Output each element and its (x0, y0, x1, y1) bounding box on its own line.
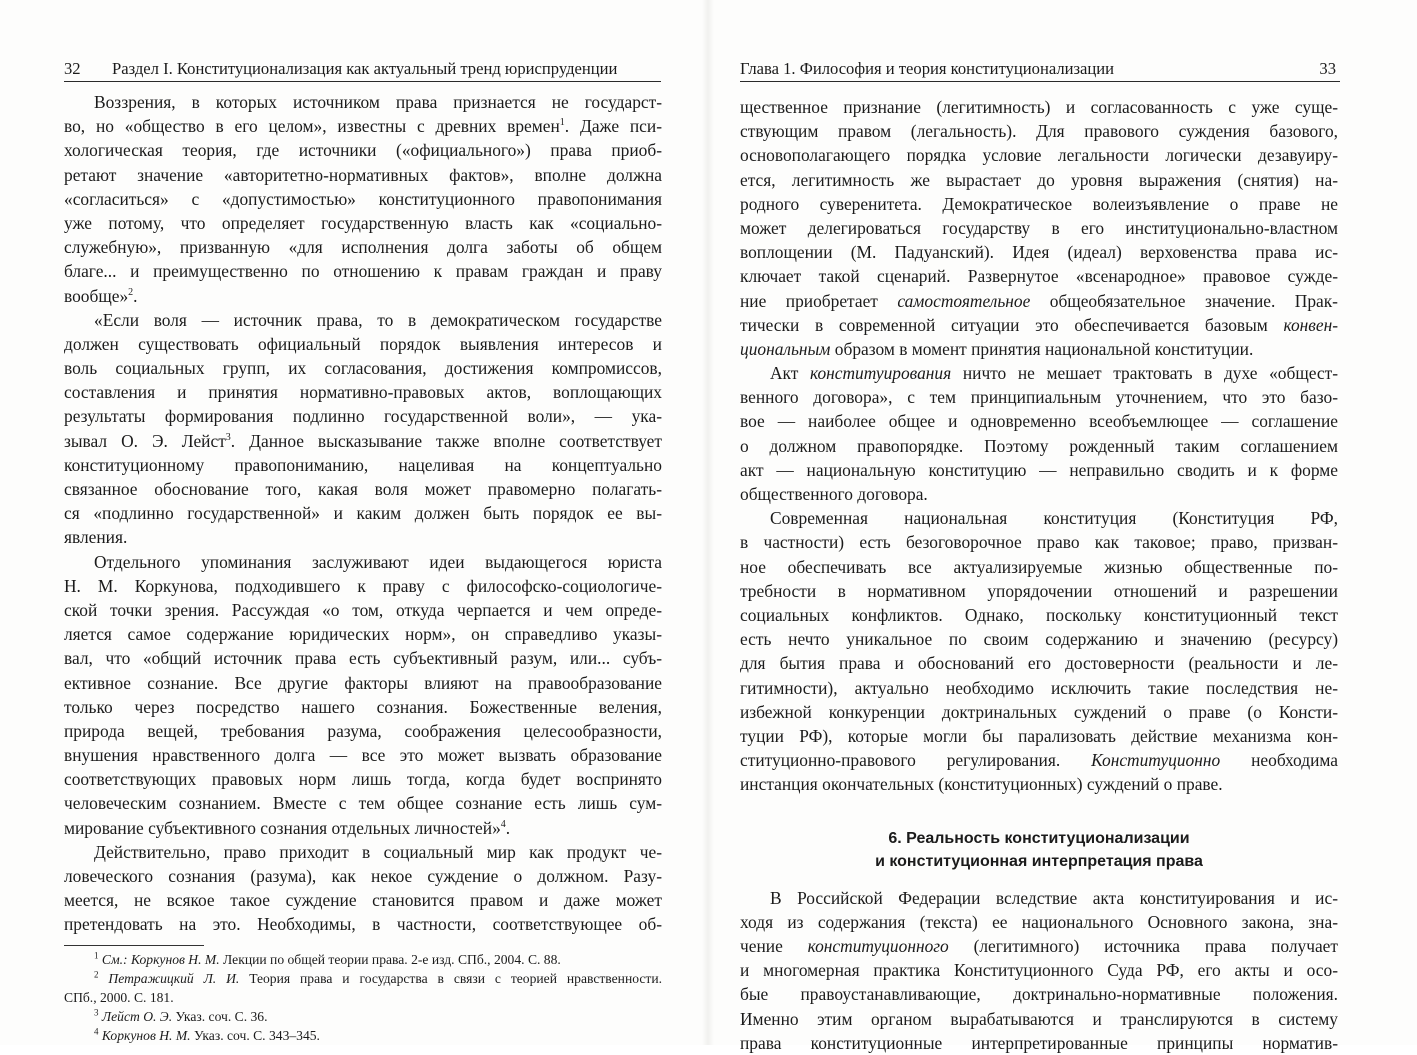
line-text: акт — национальную конституцию — неправильно сводить и к форме (740, 459, 1338, 480)
line-text: родного суверенитета. Демократическое волеизъявление о праве не (740, 193, 1338, 214)
right-running-title: Глава 1. Философия и теория конституционализации (740, 59, 1115, 78)
text-line (740, 458, 1338, 482)
text-line (64, 501, 662, 525)
text-line (64, 90, 662, 114)
line-text: ние приобретает (740, 290, 898, 311)
italic-term: конституирования (809, 363, 952, 384)
line-text: «согласиться» с «допустимостью» конституционного правопонимания (64, 188, 662, 209)
text-line (740, 579, 1338, 603)
text-line (740, 240, 1338, 264)
line-text: хологическая теория, где источники («официального») права приоб- (64, 140, 662, 161)
line-text-tail: ничто не мешает трактовать в духе «общест- (951, 363, 1338, 384)
line-text: вал, что «общий источник права есть субъективный разум, или... субъ- (64, 648, 662, 669)
text-line (740, 119, 1338, 143)
line-text: вообще» (64, 285, 129, 306)
italic-term: конституционного (807, 936, 949, 956)
footnotes (64, 950, 662, 1046)
footnote-item (64, 950, 662, 969)
text-line (740, 886, 1338, 910)
text-line (64, 477, 662, 501)
text-line (64, 791, 662, 815)
line-text: Воззрения, в которых источником права признается не государст- (94, 92, 662, 112)
text-line (64, 235, 662, 259)
text-line (64, 187, 662, 211)
line-text: человеческим сознанием. Вместе с тем общее сознание есть лишь сум- (64, 793, 662, 814)
line-text: «Если воля — источник права, то в демократическом государстве (94, 309, 662, 330)
footnote-rule (64, 945, 204, 946)
text-line (64, 695, 662, 719)
line-text: щественное признание (легитимность) и согласованность с уже суще- (740, 97, 1338, 117)
line-text: ективное сознание. Все другие факторы влияют на правообразование (64, 672, 662, 693)
text-line (64, 719, 662, 743)
left-running-header (64, 57, 661, 82)
line-text-tail: общеобязательное значение. Прак- (1030, 290, 1338, 311)
text-line (740, 700, 1338, 724)
footnote-text: СПб., 2000. С. 181. (64, 989, 174, 1005)
italic-term: конвен- (1283, 314, 1338, 335)
line-text: ное обеспечивать все актуализируемые жизнью общественные по- (740, 556, 1338, 577)
right-page-number: 33 (1319, 59, 1336, 78)
line-text: ретают значение «авторитетно-нормативных фактов», вполне должна (64, 164, 662, 185)
text-line (64, 308, 662, 332)
text-line (740, 982, 1338, 1006)
text-line (740, 1031, 1338, 1055)
line-text: венного договора», с тем принципиальным уточнением, что это базо- (740, 387, 1338, 408)
line-text: во, но «общество в его целом», известны с древних времен (64, 116, 560, 137)
text-line (64, 404, 662, 428)
text-line (64, 816, 662, 840)
footnote-item (64, 969, 662, 988)
line-text-tail: необходима (1220, 750, 1338, 771)
text-line (740, 676, 1338, 700)
line-text: связанное обоснование того, какая воля может правомерно полагать- (64, 479, 662, 499)
footnote-author: Лейст О. Э. (101, 1009, 173, 1025)
text-line (64, 284, 662, 308)
footnote-number: 2 (94, 969, 99, 980)
line-text: ется, легитимность же вырастает до уровня выражения (снятия) на- (740, 169, 1338, 190)
footnote-number: 1 (94, 950, 99, 961)
line-text: чение (740, 936, 808, 956)
footnote-marker[interactable]: 1 (559, 117, 565, 129)
text-line (64, 574, 662, 598)
line-text: основополагающего порядка условие легальности логически дезавуиру- (740, 145, 1338, 166)
line-text: служебную», призванную «для исполнения долга заботы об общем (64, 237, 662, 258)
footnote-text: Указ. соч. С. 36. (172, 1009, 268, 1025)
text-line (64, 356, 662, 380)
footnote-marker[interactable]: 4 (500, 818, 506, 830)
text-line (740, 264, 1338, 288)
text-line (64, 888, 662, 912)
line-text-tail: образом в момент принятия национальной конституции. (830, 338, 1254, 359)
line-text: гитимности), актуально необходимо исключить такие последствия не- (740, 677, 1338, 698)
line-text: уже потому, что определяет государственную власть как «социально- (64, 212, 662, 233)
text-line (740, 482, 1338, 506)
line-text: тически в современной ситуации это обеспечивается базовым (740, 314, 1284, 335)
footnote-author: См.: Коркунов Н. М. (101, 951, 220, 967)
footnote-marker[interactable]: 2 (128, 286, 134, 298)
text-line (740, 409, 1338, 433)
line-text: ствующим правом (легальность). Для правового суждения базового, (740, 121, 1338, 142)
text-line (740, 651, 1338, 675)
right-body-text (740, 95, 1338, 1055)
text-line (64, 550, 662, 574)
text-line (64, 332, 662, 356)
text-line (64, 622, 662, 646)
line-text: бые правоустанавливающие, доктринально-нормативные положения. (740, 984, 1338, 1005)
left-page (0, 0, 708, 1045)
text-line (740, 772, 1338, 796)
line-text: Акт (770, 363, 810, 384)
line-text: конституционному правопониманию, нацеливая на концептуально (64, 454, 662, 475)
text-line (64, 912, 662, 936)
italic-term: самостоятельное (897, 290, 1031, 311)
line-text: инстанция окончательных (конституционных) суждений о праве. (740, 774, 1223, 795)
line-text: внушения нравственного долга — все это может вызвать образование (64, 745, 662, 766)
text-line (740, 216, 1338, 240)
text-line (64, 671, 662, 695)
footnote-number: 4 (94, 1026, 99, 1037)
line-text-tail: . (133, 285, 138, 306)
text-line (64, 864, 662, 888)
footnote-item (64, 1007, 662, 1026)
line-text: требности в нормативном упорядочении отношений и разрешении (740, 580, 1338, 601)
line-text: воль социальных групп, их согласования, достижения компромиссов, (64, 358, 662, 379)
line-text: социальных конфликтов. Однако, поскольку конституционный текст (740, 604, 1338, 625)
text-line (740, 313, 1338, 337)
line-text: для бытия права и обоснований его достоверности (реальности и ле- (740, 653, 1338, 674)
line-text: о должном правопорядке. Поэтому рожденный таким соглашением (740, 435, 1338, 456)
italic-term: Конституционно (1091, 750, 1221, 771)
text-line (64, 259, 662, 283)
text-line (64, 767, 662, 791)
line-text: Н. М. Коркунова, подходившего к праву с философско-социологиче- (64, 575, 662, 596)
footnote-number: 3 (94, 1007, 99, 1018)
left-page-number: 32 (64, 59, 81, 78)
line-text: результаты формирования подлинно государственной воли», — ука- (64, 406, 662, 427)
footnote-text: Лекции по общей теории права. 2-е изд. СПб., 2004. С. 88. (219, 951, 561, 967)
section-heading-line-2: и конституционная интерпретация права (875, 853, 1203, 871)
text-line (740, 530, 1338, 554)
text-line (64, 525, 662, 549)
text-line (740, 506, 1338, 530)
text-line (740, 748, 1338, 772)
text-line (740, 361, 1338, 385)
line-text: ляется самое содержание юридических норм», он справедливо указы- (64, 624, 662, 645)
right-page (708, 0, 1417, 1053)
line-text-tail: . Данное высказывание также вполне соответствует (230, 430, 662, 451)
text-line (64, 163, 662, 187)
line-text: ходя из содержания (текста) ее национального Основного закона, зна- (740, 911, 1338, 932)
text-line (64, 598, 662, 622)
footnote-marker[interactable]: 3 (225, 431, 231, 443)
text-line (740, 958, 1338, 982)
line-text: меется, не всякое такое суждение становится правом и даже может (64, 890, 662, 911)
line-text: избежной конкуренции доктринальных суждений о праве (о Консти- (740, 701, 1338, 722)
line-text: туции РФ), которые могли бы парализовать действие механизма кон- (740, 725, 1338, 746)
line-text: Действительно, право приходит в социальный мир как продукт че- (94, 841, 662, 862)
section-heading-line-1: 6. Реальность конституционализации (888, 830, 1190, 848)
line-text: должен существовать официальный порядок выявления интересов и (64, 333, 662, 354)
line-text: права конституционные интерпретированные принципы норматив- (740, 1032, 1338, 1053)
line-text: может делегироваться государству в его институционально-властном (740, 217, 1338, 238)
text-line (740, 192, 1338, 216)
line-text: ся «подлинно государственной» и каким должен быть порядок ее вы- (64, 503, 662, 524)
line-text: мирование субъективного сознания отдельных личностей» (64, 817, 501, 838)
text-line (740, 337, 1338, 361)
italic-term: циональным (740, 338, 831, 359)
text-line (740, 555, 1338, 579)
text-line (64, 138, 662, 162)
line-text: претендовать на это. Необходимы, в частности, соответствующее об- (64, 914, 662, 935)
line-text: общественного договора. (740, 484, 928, 504)
line-text: соответствующих правовых норм лишь тогда, когда будет воспринято (64, 769, 662, 790)
line-text: благе... и преимущественно по отношению к правам граждан и праву (64, 261, 662, 282)
line-text: вое — наиболее общее и одновременно всеобъемлющее — соглашение (740, 411, 1338, 432)
footnote-text: Указ. соч. С. 343–345. (190, 1028, 320, 1044)
line-text: есть нечто уникальное по своим содержанию и значению (ресурсу) (740, 629, 1338, 650)
left-running-title: Раздел I. Конституционализация как актуальный тренд юриспруденции (112, 59, 618, 78)
line-text-tail: (легитимного) источника права получает (948, 936, 1338, 956)
text-line (64, 429, 662, 453)
line-text: ской точки зрения. Рассуждая «о том, откуда черпается и чем опреде- (64, 599, 662, 620)
text-line (740, 724, 1338, 748)
text-line (740, 168, 1338, 192)
line-text: ключает такой сценарий. Развернутое «всенародное» правовое сужде- (740, 266, 1338, 287)
text-line (740, 627, 1338, 651)
text-line (64, 840, 662, 864)
line-text: зывал О. Э. Лейст (64, 430, 226, 451)
line-text: составления и принятия нормативно-правовых актов, воплощающих (64, 382, 662, 403)
line-text: ституционно-правового регулирования. (740, 750, 1092, 771)
footnote-author: Коркунов Н. М. (101, 1028, 191, 1044)
line-text: Отдельного упоминания заслуживают идеи выдающегося юриста (94, 551, 662, 572)
line-text: в частности) есть безоговорочное право как таковое; право, призван- (740, 532, 1338, 553)
text-line (740, 603, 1338, 627)
line-text-tail: . (505, 817, 511, 838)
footnote-item (64, 1026, 662, 1045)
footnote-item (64, 988, 662, 1007)
text-line (64, 743, 662, 767)
text-line (740, 1007, 1338, 1031)
right-running-header (740, 57, 1340, 82)
text-line (740, 385, 1338, 409)
line-text: только через посредство нашего сознания. Божественные веления, (64, 696, 662, 717)
text-line (740, 143, 1338, 167)
line-text: Современная национальная конституция (Конституция РФ, (770, 508, 1338, 529)
line-text: воплощении (М. Падуанский). Идея (идеал) верховенства права ис- (740, 242, 1338, 263)
line-text: Именно этим органом вырабатываются и транслируются в систему (740, 1008, 1338, 1029)
text-line (64, 646, 662, 670)
line-text: ловеческого сознания (разума), как некое суждение о должном. Разу- (64, 866, 662, 886)
text-line (64, 211, 662, 235)
text-line (64, 453, 662, 477)
line-text: В Российской Федерации вследствие акта конституирования и ис- (770, 887, 1338, 908)
text-line (740, 910, 1338, 934)
text-line (740, 95, 1338, 119)
text-line (64, 380, 662, 404)
line-text: явления. (64, 527, 128, 548)
text-line (740, 934, 1338, 958)
line-text: и многомерная практика Конституционного Суда РФ, его акты и осо- (740, 960, 1338, 981)
text-line (740, 434, 1338, 458)
footnote-text: Теория права и государства в связи с теорией нравственности. (239, 970, 662, 986)
line-text: природа вещей, требования разума, соображения целесообразности, (64, 720, 662, 741)
footnote-author: Петражицкий Л. И. (108, 970, 240, 986)
left-body-text (64, 90, 662, 1046)
line-text-tail: . Даже пси- (564, 116, 662, 137)
text-line (64, 114, 662, 138)
text-line (740, 289, 1338, 313)
